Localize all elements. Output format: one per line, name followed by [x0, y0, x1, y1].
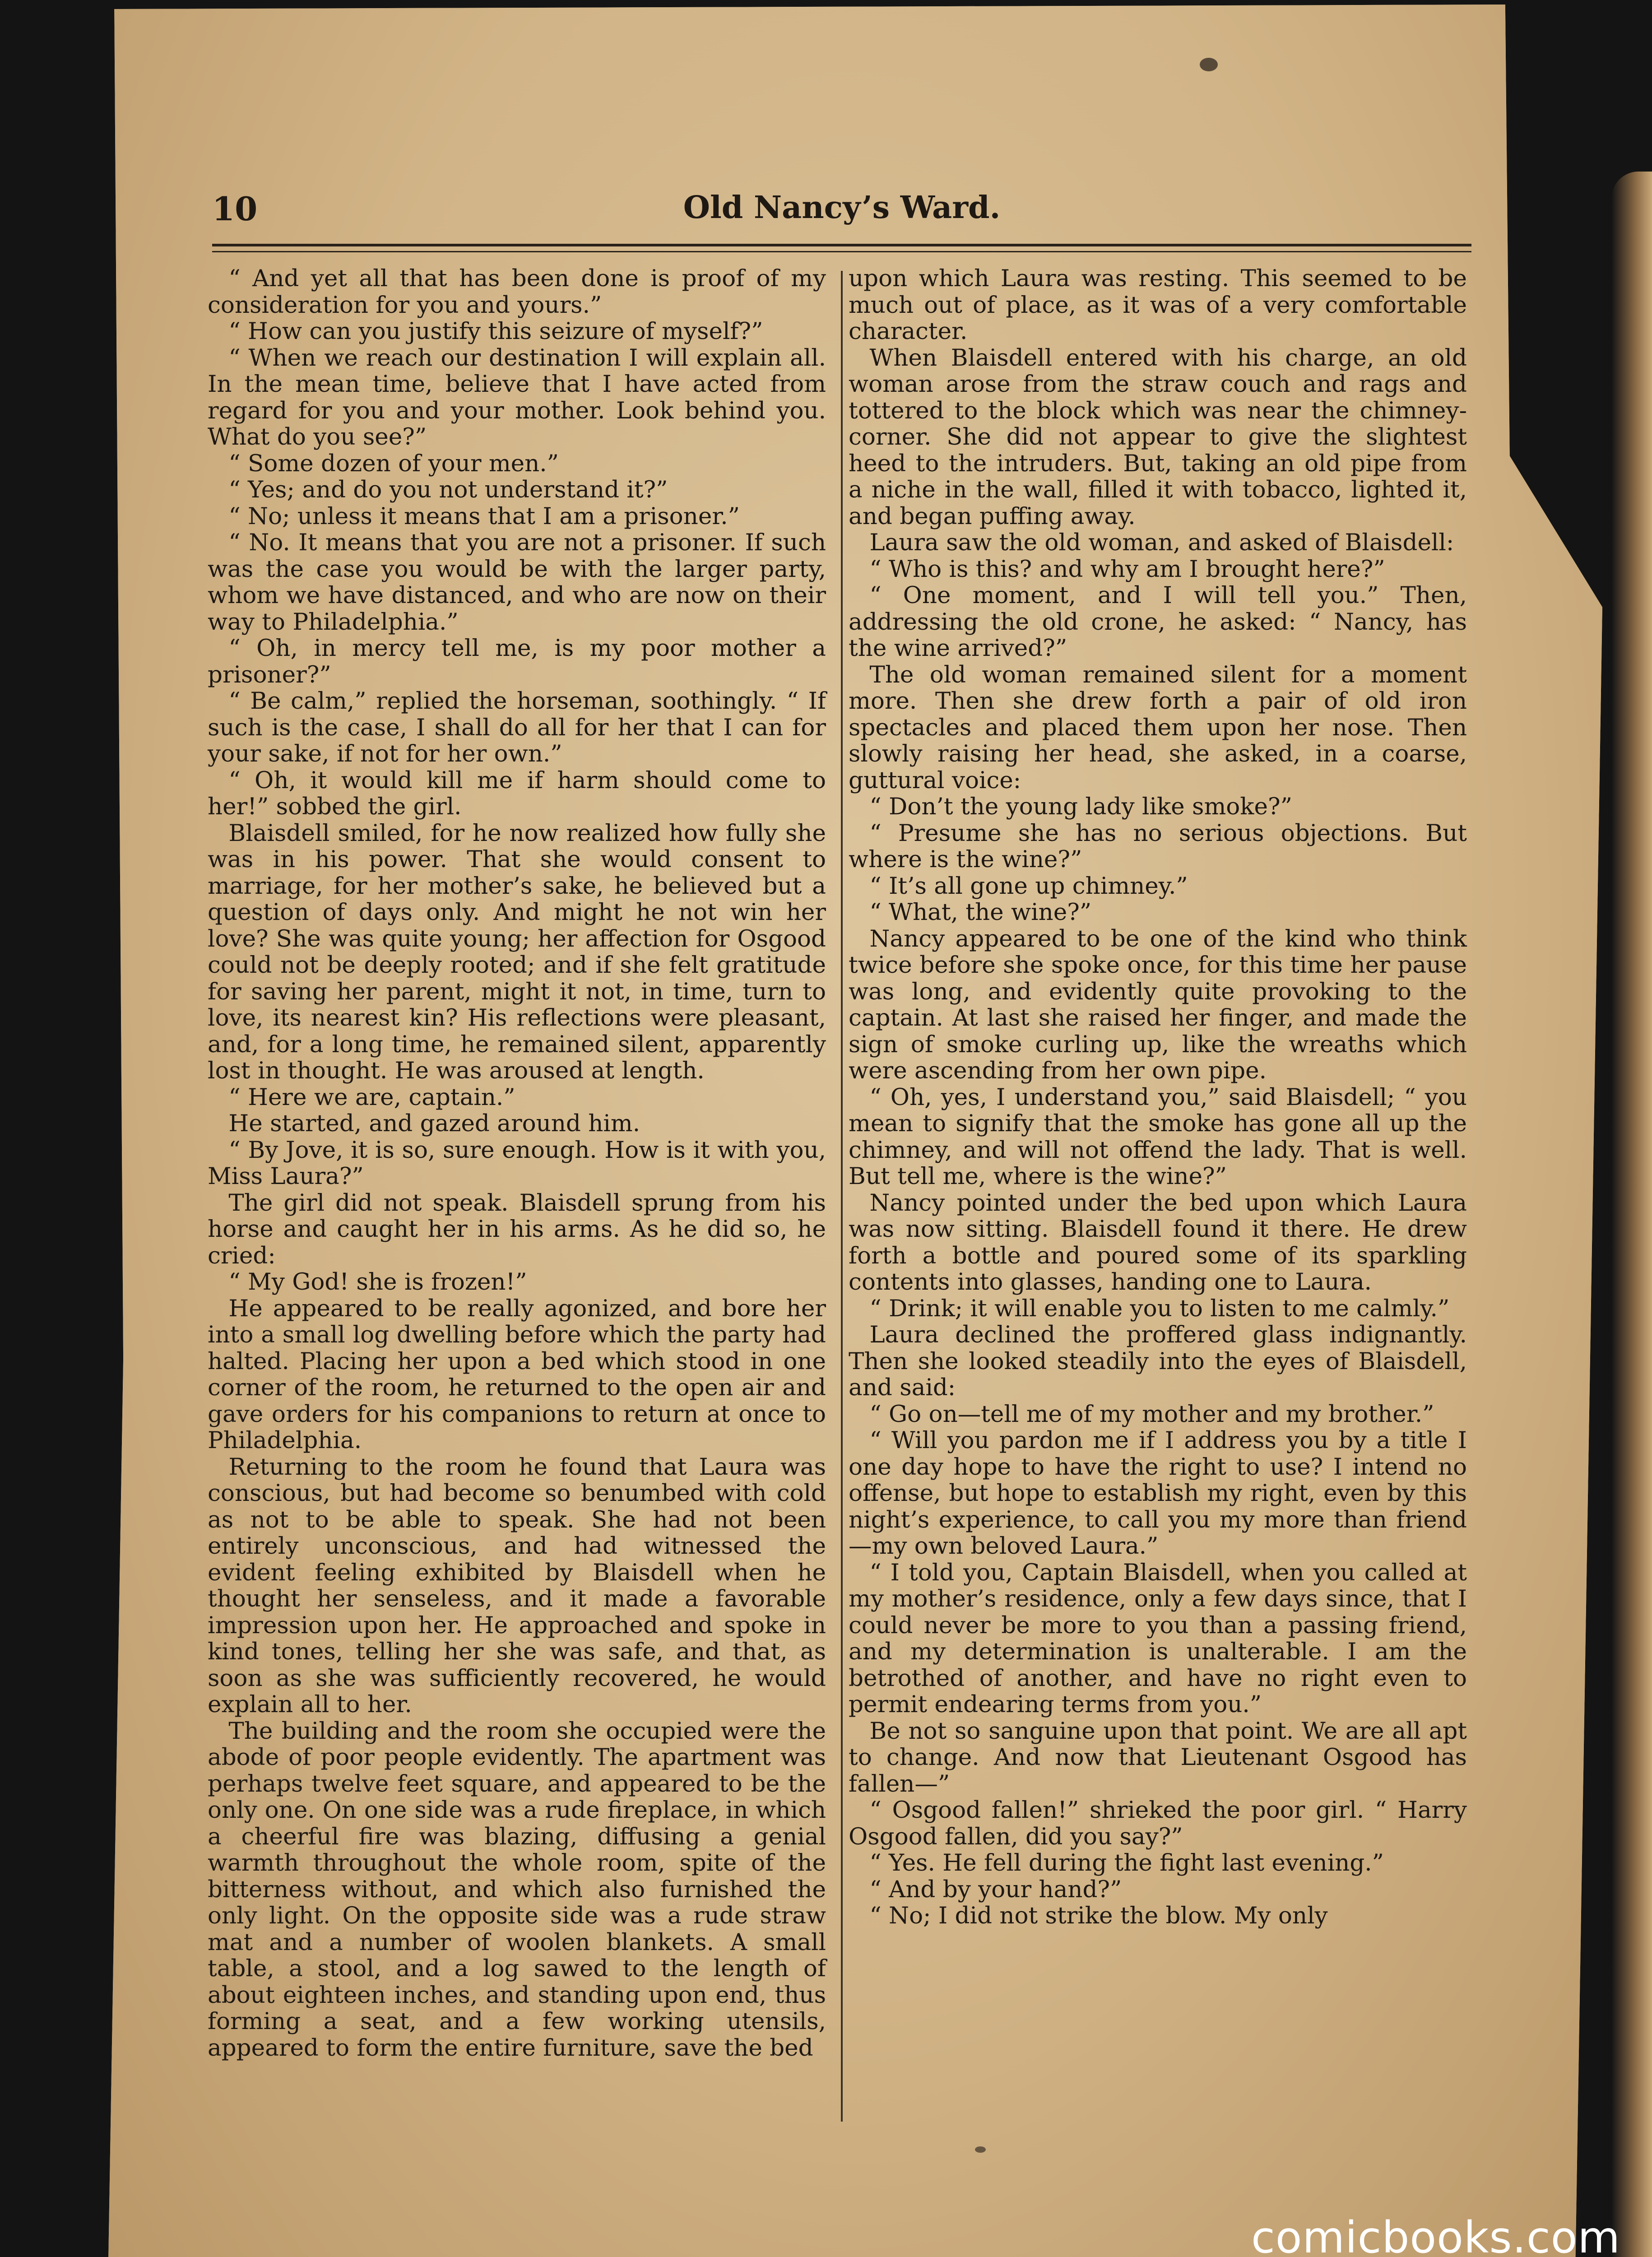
paragraph: “ No; I did not strike the blow. My only: [869, 1902, 1328, 1929]
header-rule: [212, 244, 1471, 246]
paragraph: “ No. It means that you are not a prisoner. If such was the case you would be with the larger party, whom we have distanced, and who are now on their way to Philadelphia.”: [208, 529, 826, 636]
paragraph: Nancy pointed under the bed upon which Laura was now sitting. Blaisdell found it there. He drew forth a bottle and poured some of its sparkling contents into glasses, handing one to Laura.: [849, 1189, 1467, 1296]
paragraph: “ Yes; and do you not understand it?”: [228, 476, 668, 503]
paragraph: The building and the room she occupied were the abode of poor people evidently. The apartment was perhaps twelve feet square, and appeared to be the only one. On one side was a rude fireplace, in which a cheerful fire was blazing, diffusing a genial warmth throughout the whole room, spite of the bitterness without, and which also furnished the only light. On the opposite side was a rude straw mat and a number of woolen blankets. A small table, a stool, and a log sawed to the length of about eighteen inches, and standing upon end, thus forming a seat, and a few working utensils, appeared to form the entire furniture, save the bed: [208, 1717, 826, 2062]
paragraph: Nancy appeared to be one of the kind who think twice before she spoke once, for this time her pause was long, and evidently quite provoking to the captain. At last she raised her finger, and made the sign of smoke curling up, like the wreaths which were ascending from her own pipe.: [849, 925, 1467, 1084]
paragraph: He started, and gazed around him.: [228, 1110, 640, 1137]
paragraph: Laura saw the old woman, and asked of Blaisdell:: [869, 529, 1454, 556]
paragraph: The old woman remained silent for a moment more. Then she drew forth a pair of old iron spectacles and placed them upon her nose. Then slowly raising her head, she asked, in a coarse, guttural voice:: [849, 661, 1467, 794]
paragraph: “ Don’t the young lady like smoke?”: [869, 793, 1292, 820]
right-text-column: [849, 265, 1467, 1929]
paragraph: “ Will you pardon me if I address you by a title I one day hope to have the right to use? I intend no offense, but hope to establish my right, even by this night’s experience, to call you my more than friend—my own beloved Laura.”: [849, 1427, 1467, 1560]
header-rule-thin: [212, 251, 1471, 252]
running-title: Old Nancy’s Ward.: [683, 190, 1001, 226]
paragraph: “ Osgood fallen!” shrieked the poor girl. “ Harry Osgood fallen, did you say?”: [849, 1797, 1467, 1850]
paragraph: Laura declined the proffered glass indignantly. Then she looked steadily into the eyes of Blaisdell, and said:: [849, 1321, 1467, 1401]
adjacent-page-edge: [1611, 172, 1652, 2257]
paragraph: “ I told you, Captain Blaisdell, when you called at my mother’s residence, only a few days since, that I could never be more to you than a passing friend, and my determination is unalterable. I am the betrothed of another, and have no right even to permit endearing terms from you.”: [849, 1559, 1467, 1718]
paragraph: The girl did not speak. Blaisdell sprung from his horse and caught her in his arms. As he did so, he cried:: [208, 1189, 826, 1269]
paragraph: upon which Laura was resting. This seemed to be much out of place, as it was of a very comfortable character.: [849, 265, 1467, 345]
ink-stain: [1200, 58, 1218, 71]
paragraph: “ Oh, in mercy tell me, is my poor mother a prisoner?”: [208, 635, 826, 688]
paragraph: “ Presume she has no serious objections. But where is the wine?”: [849, 819, 1467, 873]
ink-stain: [975, 2146, 986, 2153]
left-text-column: [208, 265, 826, 2061]
paragraph: “ Drink; it will enable you to listen to me calmly.”: [869, 1295, 1450, 1322]
paragraph: “ My God! she is frozen!”: [228, 1268, 527, 1296]
paragraph: “ Oh, it would kill me if harm should come to her!” sobbed the girl.: [208, 766, 826, 820]
paragraph: “ How can you justify this seizure of myself?”: [228, 318, 763, 345]
page-number: 10: [212, 190, 258, 228]
paragraph: “ Be calm,” replied the horseman, soothingly. “ If such is the case, I shall do all for her that I can for your sake, if not for her own.”: [208, 687, 826, 767]
paragraph: “ One moment, and I will tell you.” Then, addressing the old crone, he asked: “ Nancy, has the wine arrived?”: [849, 582, 1467, 662]
paragraph: “ When we reach our destination I will explain all. In the mean time, believe that I have acted from regard for you and your mother. Look behind you. What do you see?”: [208, 344, 826, 450]
paragraph: “ It’s all gone up chimney.”: [869, 872, 1188, 900]
paragraph: “ Yes. He fell during the fight last evening.”: [869, 1849, 1384, 1876]
paragraph: “ And yet all that has been done is proof of my consideration for you and yours.”: [208, 265, 826, 319]
paragraph: “ And by your hand?”: [869, 1876, 1122, 1903]
paragraph: “ Some dozen of your men.”: [228, 450, 559, 477]
paragraph: “ By Jove, it is so, sure enough. How is it with you, Miss Laura?”: [208, 1136, 826, 1190]
paragraph: Returning to the room he found that Laura was conscious, but had become so benumbed with cold as not to be able to speak. She had not been entirely unconscious, and had witnessed the evident feeling exhibited by Blaisdell when he thought her senseless, and it made a favorable impression upon her. He approached and spoke in kind tones, telling her she was safe, and that, as soon as she was sufficiently recovered, he would explain all to her.: [208, 1453, 826, 1718]
column-divider: [841, 271, 843, 2122]
paragraph: “ Go on—tell me of my mother and my brother.”: [869, 1400, 1434, 1428]
paragraph: He appeared to be really agonized, and bore her into a small log dwelling before which the party had halted. Placing her upon a bed which stood in one corner of the room, he returned to the open air and gave orders for his companions to return at once to Philadelphia.: [208, 1295, 826, 1454]
paragraph: “ No; unless it means that I am a prisoner.”: [228, 502, 740, 530]
paragraph: “ Here we are, captain.”: [228, 1083, 515, 1111]
paragraph: “ Who is this? and why am I brought here?”: [869, 555, 1385, 583]
paragraph: Be not so sanguine upon that point. We are all apt to change. And now that Lieutenant Osgood has fallen—”: [849, 1717, 1467, 1797]
paragraph: When Blaisdell entered with his charge, an old woman arose from the straw couch and rags and tottered to the block which was near the chimney-corner. She did not appear to give the slightest heed to the intruders. But, taking an old pipe from a niche in the wall, filled it with tobacco, lighted it, and began puffing away.: [849, 344, 1467, 530]
watermark-text: comicbooks.com: [1251, 2212, 1620, 2257]
paragraph: Blaisdell smiled, for he now realized how fully she was in his power. That she would consent to marriage, for her mother’s sake, he believed but a question of days only. And might he not win her love? She was quite young; her affection for Osgood could not be deeply rooted; and if she felt gratitude for saving her parent, might it not, in time, turn to love, its nearest kin? His reflections were pleasant, and, for a long time, he remained silent, apparently lost in thought. He was aroused at length.: [208, 819, 826, 1084]
paragraph: “ What, the wine?”: [869, 899, 1092, 926]
paragraph: “ Oh, yes, I understand you,” said Blaisdell; “ you mean to signify that the smoke has gone all up the chimney, and will not offend the lady. That is well. But tell me, where is the wine?”: [849, 1083, 1467, 1190]
running-header: [212, 190, 1471, 244]
